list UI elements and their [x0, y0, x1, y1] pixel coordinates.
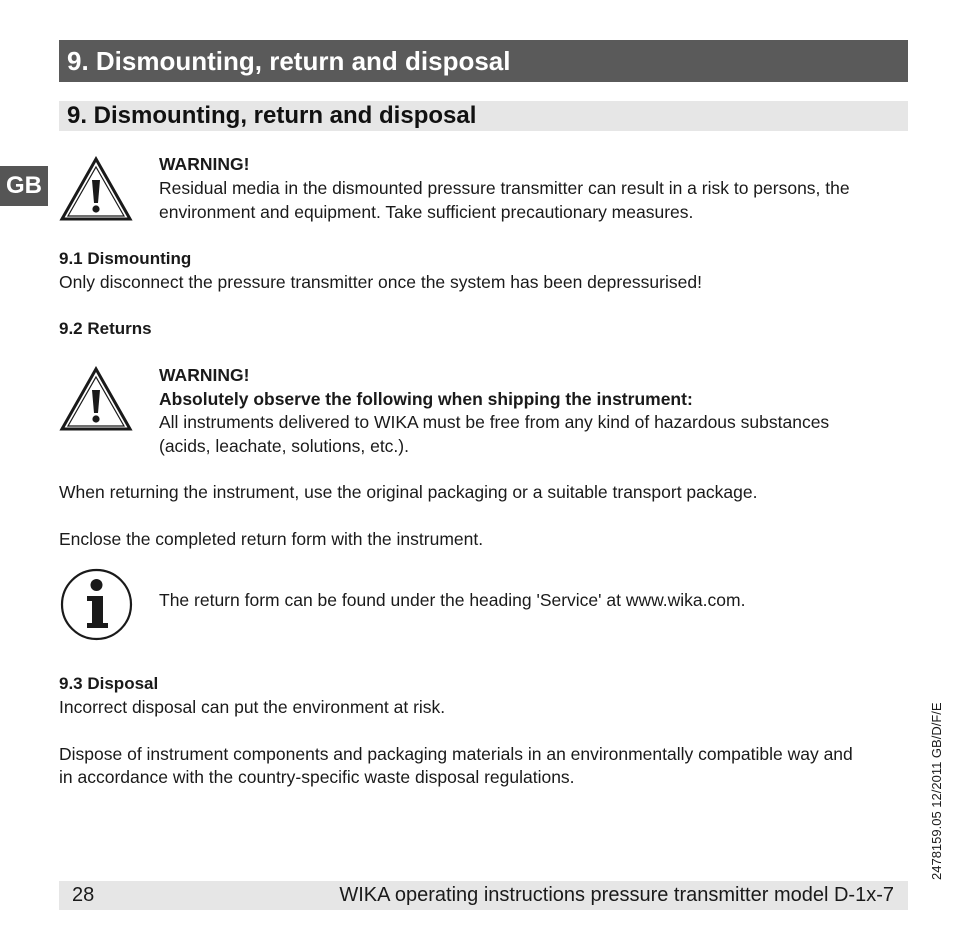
warning-text-line: (acids, leachate, solutions, etc.). — [159, 436, 409, 456]
disposal-paragraph: in accordance with the country-specific waste disposal regulations. — [59, 767, 575, 787]
subsection-heading-returns: 9.2 Returns — [59, 319, 152, 338]
page-footer — [59, 881, 908, 910]
info-icon — [59, 567, 134, 642]
warning-triangle-icon — [59, 366, 133, 432]
page-number: 28 — [72, 884, 95, 906]
disposal-paragraph: Incorrect disposal can put the environment at risk. — [59, 697, 446, 717]
dismounting-text: Only disconnect the pressure transmitter once the system has been depressurised! — [59, 272, 702, 292]
returns-paragraph: Enclose the completed return form with the instrument. — [59, 529, 484, 549]
subsection-heading-dismounting: 9.1 Dismounting — [59, 249, 192, 268]
disposal-paragraph: Dispose of instrument components and packaging materials in an environmentally compatible way and — [59, 744, 853, 764]
warning-heading: WARNING! — [159, 365, 250, 385]
returns-paragraph: When returning the instrument, use the original packaging or a suitable transport package. — [59, 482, 758, 502]
warning-text-line: environment and equipment. Take sufficient precautionary measures. — [159, 202, 694, 222]
language-tab: GB — [0, 166, 48, 206]
warning-triangle-icon — [59, 156, 133, 222]
warning-heading: WARNING! — [159, 154, 250, 174]
warning-text-line: Residual media in the dismounted pressure transmitter can result in a risk to persons, the — [159, 178, 850, 198]
subsection-heading-disposal: 9.3 Disposal — [59, 674, 159, 693]
warning-subheading: Absolutely observe the following when shipping the instrument: — [159, 389, 693, 409]
warning-text-line: All instruments delivered to WIKA must be free from any kind of hazardous substances — [159, 412, 830, 432]
document-code: 2478159.05 12/2011 GB/D/F/E — [929, 702, 944, 880]
section-title: 9. Dismounting, return and disposal — [59, 101, 908, 131]
footer-text: WIKA operating instructions pressure transmitter model D-1x-7 — [339, 884, 894, 906]
info-text: The return form can be found under the heading 'Service' at www.wika.com. — [159, 590, 746, 610]
chapter-title: 9. Dismounting, return and disposal — [59, 40, 908, 82]
